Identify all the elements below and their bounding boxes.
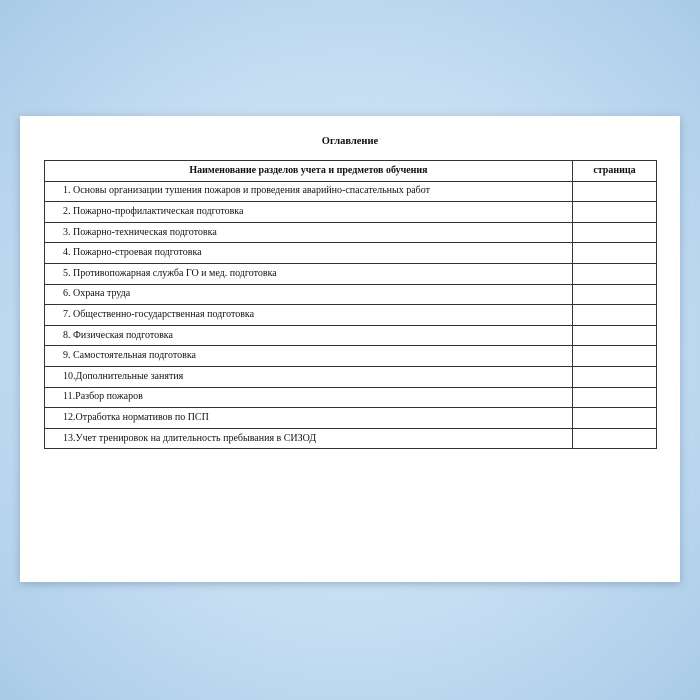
table-row — [45, 366, 657, 387]
section-name: 12.Отработка нормативов по ПСП — [45, 408, 573, 429]
section-name: 7. Общественно-государственная подготовка — [45, 305, 573, 326]
page-title: Оглавление — [321, 136, 379, 147]
table-row — [45, 408, 657, 429]
page-cell — [573, 243, 657, 264]
page-cell — [573, 181, 657, 202]
section-name: 8. Физическая подготовка — [45, 325, 573, 346]
page-cell — [573, 305, 657, 326]
section-name: 9. Самостоятельная подготовка — [45, 346, 573, 367]
table-row — [45, 428, 657, 449]
section-name: 3. Пожарно-техническая подготовка — [45, 222, 573, 243]
contents-table — [44, 160, 657, 449]
page-cell — [573, 202, 657, 223]
page-cell — [573, 346, 657, 367]
page-cell — [573, 263, 657, 284]
section-name: 2. Пожарно-профилактическая подготовка — [45, 202, 573, 223]
page-cell — [573, 222, 657, 243]
column-header-page: страница — [573, 161, 657, 182]
document-page — [20, 116, 680, 582]
table-header-row — [45, 161, 657, 182]
table-row — [45, 387, 657, 408]
section-name: 11.Разбор пожаров — [45, 387, 573, 408]
table-row — [45, 284, 657, 305]
page-cell — [573, 428, 657, 449]
section-name: 10.Дополнительные занятия — [45, 366, 573, 387]
table-row — [45, 202, 657, 223]
table-row — [45, 222, 657, 243]
section-name: 4. Пожарно-строевая подготовка — [45, 243, 573, 264]
section-name: 1. Основы организации тушения пожаров и проведения аварийно-спасательных работ — [45, 181, 573, 202]
section-name: 5. Противопожарная служба ГО и мед. подготовка — [45, 263, 573, 284]
column-header-name: Наименование разделов учета и предметов обучения — [45, 161, 573, 182]
section-name: 6. Охрана труда — [45, 284, 573, 305]
table-row — [45, 243, 657, 264]
page-cell — [573, 408, 657, 429]
section-name: 13.Учет тренировок на длительность пребывания в СИЗОД — [45, 428, 573, 449]
table-row — [45, 263, 657, 284]
table-row — [45, 325, 657, 346]
page-cell — [573, 325, 657, 346]
page-cell — [573, 284, 657, 305]
page-cell — [573, 387, 657, 408]
table-row — [45, 346, 657, 367]
table-row — [45, 305, 657, 326]
table-row — [45, 181, 657, 202]
page-cell — [573, 366, 657, 387]
